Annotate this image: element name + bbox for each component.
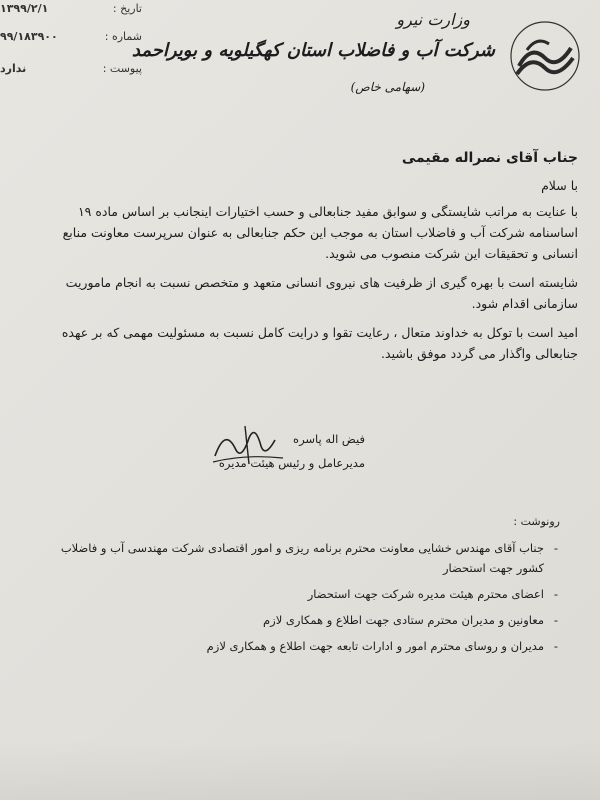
meta-date-value: ۱۳۹۹/۲/۱ <box>0 2 49 15</box>
cc-item <box>40 610 560 630</box>
meta-date-row <box>0 2 150 20</box>
carbon-copy-section <box>40 515 560 662</box>
recipient: جناب آقای نصراله مقیمی <box>401 150 578 166</box>
cc-item-text: جناب آقای مهندس خشایی معاونت محترم برنامه ریزی و امور اقتصادی شرکت مهندسی آب و فاضلاب کشور جهت استحضار <box>60 541 544 575</box>
cc-item-text: معاونین و مدیران محترم ستادی جهت اطلاع و همکاری لازم <box>263 613 544 627</box>
cc-bullet: - <box>553 587 558 601</box>
cc-bullet: - <box>553 613 558 627</box>
cc-title: رونوشت : <box>513 515 560 528</box>
cc-list <box>40 538 560 656</box>
cc-item <box>40 584 560 604</box>
photo-shadow <box>0 740 600 800</box>
cc-item-text: اعضای محترم هیئت مدیره شرکت جهت استحضار <box>307 587 544 601</box>
cc-item <box>40 538 560 578</box>
meta-number-label: شماره : <box>104 30 142 43</box>
meta-attachment-row <box>0 62 150 80</box>
cc-bullet: - <box>553 639 558 653</box>
paragraph-appointment: با عنایت به مراتب شایستگی و سوابق مفید جنابعالی و حسب اختیارات اینجانب بر اساس ماده ۱۹ اساسنامه شرکت آب و فاضلاب استان به موجب این حکم جنابعالی به عنوان سرپرست معاونت منابع انسانی و تحقیقات این شرکت منصوب می شوید. <box>62 204 578 261</box>
signature-block <box>205 418 365 474</box>
company-name: شرکت آب و فاضلاب استان کهگیلویه و بویراحمد <box>131 40 495 61</box>
ministry-name: وزارت نیرو <box>396 10 470 29</box>
cc-bullet: - <box>553 541 558 555</box>
meta-attachment-label: پیوست : <box>102 62 142 75</box>
letter-body <box>30 150 578 372</box>
cc-item <box>40 636 560 656</box>
greeting: با سلام <box>541 178 578 193</box>
cc-item-text: مدیران و روسای محترم امور و ادارات تابعه جهت اطلاع و همکاری لازم <box>206 639 544 653</box>
paragraph-wishes: امید است با توکل به خداوند متعال ، رعایت تقوا و درایت کامل نسبت به مسئولیت مهمی که بر عهده جنابعالی واگذار می گردد موفق باشید. <box>61 325 578 361</box>
company-type: (سهامی خاص) <box>350 80 425 94</box>
meta-number-value: ۹۹/۱۸۳۹۰۰ <box>0 30 58 43</box>
meta-number-row <box>0 30 150 48</box>
meta-attachment-value: ندارد <box>0 62 27 75</box>
letterhead <box>131 0 595 115</box>
meta-date-label: تاریخ : <box>112 2 142 15</box>
paragraph-mission: شایسته است با بهره گیری از ظرفیت های نیروی انسانی متعهد و متخصص نسبت به انجام ماموریت سازمانی اقدام شود. <box>65 275 578 311</box>
signatory-title: مدیرعامل و رئیس هیئت مدیره <box>218 456 365 470</box>
water-wave-logo-icon <box>497 14 587 94</box>
signatory-name: فیض اله پاسره <box>293 432 365 446</box>
